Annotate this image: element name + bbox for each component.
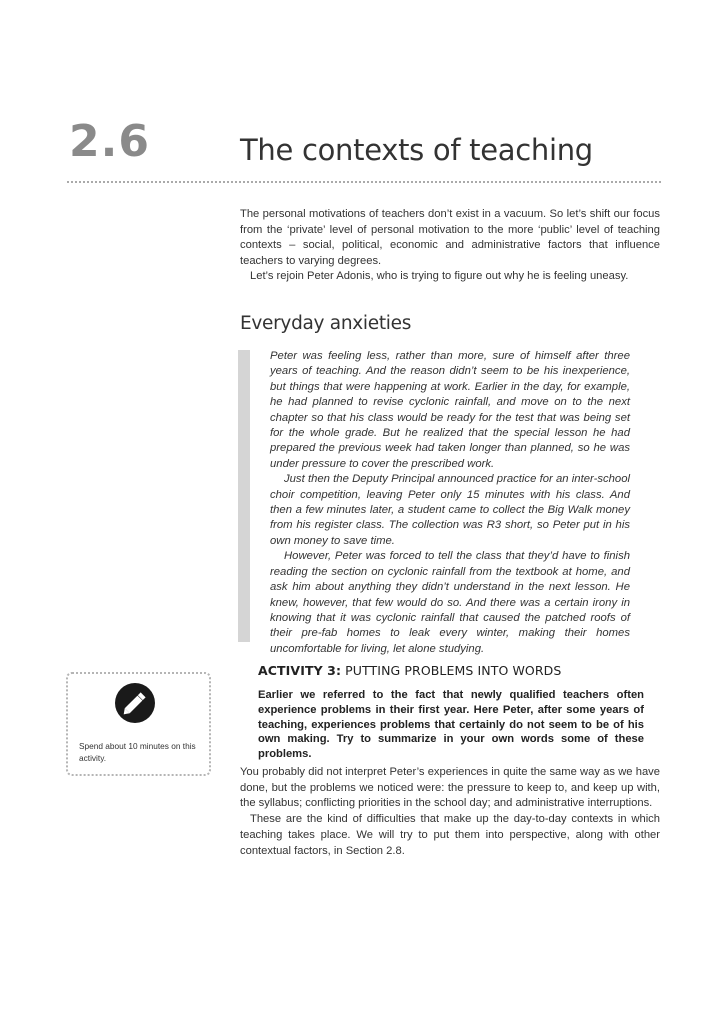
conclusion-paragraph: These are the kind of difficulties that make up the day-to-day contexts in which teaching takes place. We will try to put them into perspective, along with other contextual factors, in Section 2.8. xyxy=(240,813,660,857)
intro-text xyxy=(240,207,660,285)
quote-bar xyxy=(238,350,250,642)
section-title: The contexts of teaching xyxy=(240,133,593,167)
case-study-paragraph: Peter was feeling less, rather than more, sure of himself after three years of teaching. And the reason didn’t seem to be his inexperience, but things that were happening at work. Earlier in the day, for example, he had planned to revise cyclonic rainfall, and move on to the next chapter so that his class would be ready for the test that was being set for the whole grade. But he realized that the special lesson he had prepared the previous week had taken longer than planned, so he was under pressure to cover the prescribed work. xyxy=(270,350,630,470)
subsection-heading: Everyday anxieties xyxy=(240,313,412,334)
dotted-divider xyxy=(67,181,661,183)
activity-heading xyxy=(258,663,561,678)
conclusion-paragraph: You probably did not interpret Peter’s experiences in quite the same way as we have done, but the problems we noticed were: the pressure to keep to, and keep up with, the syllabus; conflicting priorities in the school day; and administrative interruptions. xyxy=(240,766,660,810)
case-study-quote xyxy=(270,349,630,657)
case-study-paragraph: However, Peter was forced to tell the class that they’d have to finish reading the section on cyclonic rainfall from the textbook at home, and ask him about anything they didn’t understand in the next lesson. He knew, however, that few would do so. And there was a certain irony in knowing that it was cyclonic rainfall that caused the patched roofs of their pre-fab homes to leak every winter, making their homes uncomfortable for living, let alone studying. xyxy=(270,550,630,655)
activity-instructions: Earlier we referred to the fact that newly qualified teachers often experience problems in their first year. Here Peter, after some years of teaching, experiences problems that certainly do not seem to be of his own making. Try to summarize in your own words some of these problems. xyxy=(258,689,644,761)
case-study-paragraph: Just then the Deputy Principal announced practice for an inter-school choir competition, leaving Peter only 15 minutes with his class. And then a few minutes later, a student came to collect the Big Walk money from his register class. The collection was R3 short, so Peter put in his own money to save time. xyxy=(270,473,630,547)
activity-label: ACTIVITY 3: xyxy=(258,663,342,678)
intro-paragraph: Let’s rejoin Peter Adonis, who is trying to figure out why he is feeling uneasy. xyxy=(250,270,629,283)
pencil-icon xyxy=(115,683,155,723)
activity-time-note: Spend about 10 minutes on this activity. xyxy=(79,741,196,763)
intro-paragraph: The personal motivations of teachers don’t exist in a vacuum. So let’s shift our focus from the ‘private’ level of personal motivation to the more ‘public’ level of teaching contexts – social, political, economic and administrative factors that influence teachers to varying degrees. xyxy=(240,208,660,267)
conclusion-text xyxy=(240,765,660,859)
activity-title: PUTTING PROBLEMS INTO WORDS xyxy=(345,663,562,678)
section-number: 2.6 xyxy=(69,116,150,167)
